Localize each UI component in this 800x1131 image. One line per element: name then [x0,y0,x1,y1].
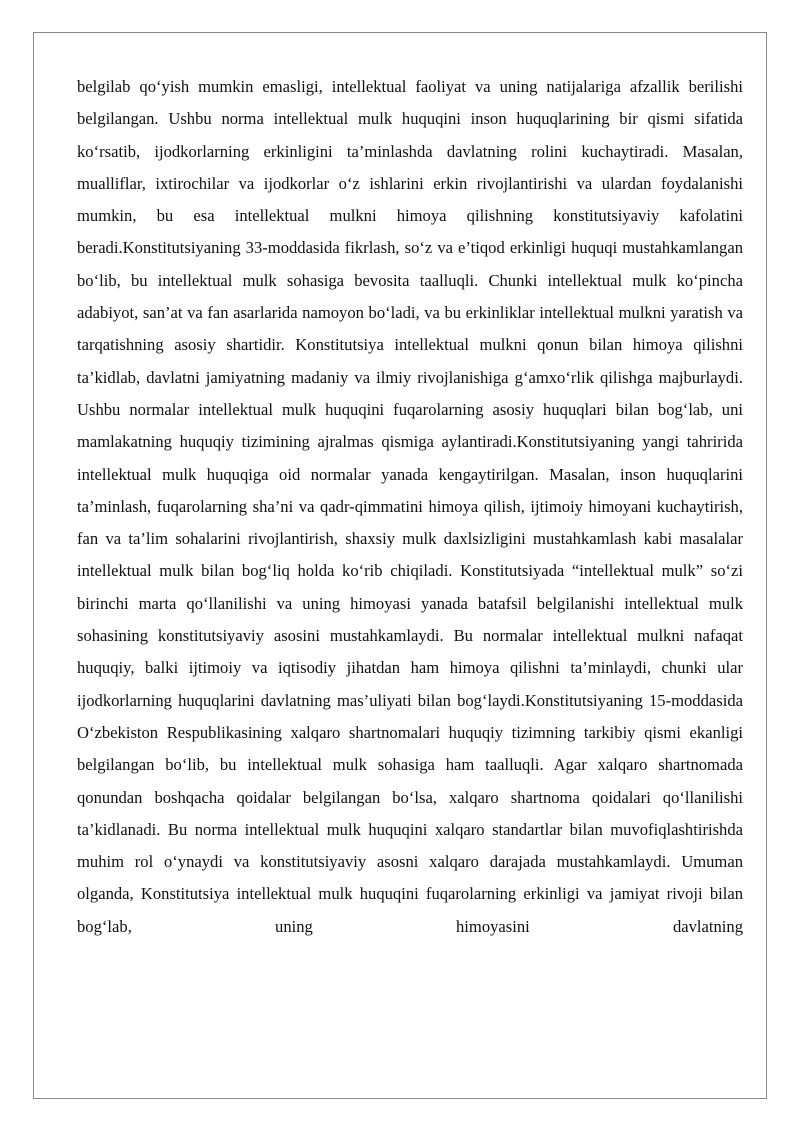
body-paragraph: belgilab qo‘yish mumkin emasligi, intellektual faoliyat va uning natijalariga afzallik berilishi belgilangan. Ushbu norma intellektual mulk huquqini inson huquqlarining bir qismi sifatida ko‘rsatib, ijodkorlarning erkinligini ta’minlashda davlatning rolini kuchaytiradi. Masalan, mualliflar, ixtirochilar va ijodkorlar o‘z ishlarini erkin rivojlantirishi va ulardan foydalanishi mumkin, bu esa intellektual mulkni himoya qilishning konstitutsiyaviy kafolatini beradi.Konstitutsiyaning 33-moddasida fikrlash, so‘z va e’tiqod erkinligi huquqi mustahkamlangan bo‘lib, bu intellektual mulk sohasiga bevosita taalluqli. Chunki intellektual mulk ko‘pincha adabiyot, san’at va fan asarlarida namoyon bo‘ladi, va bu erkinliklar intellektual mulkni yaratish va tarqatishning asosiy shartidir. Konstitutsiya intellektual mulkni qonun bilan himoya qilishni ta’kidlab, davlatni jamiyatning madaniy va ilmiy rivojlanishiga g‘amxo‘rlik qilishga majburlaydi. Ushbu normalar intellektual mulk huquqini fuqarolarning asosiy huquqlari bilan bog‘lab, uni mamlakatning huquqiy tizimining ajralmas qismiga aylantiradi.Konstitutsiyaning yangi tahririda intellektual mulk huquqiga oid normalar yanada kengaytirilgan. Masalan, inson huquqlarini ta’minlash, fuqarolarning sha’ni va qadr-qimmatini himoya qilish, ijtimoiy himoyani kuchaytirish, fan va ta’lim sohalarini rivojlantirish, shaxsiy mulk daxlsizligini mustahkamlash kabi masalalar intellektual mulk bilan bog‘liq holda ko‘rib chiqiladi. Konstitutsiyada “intellektual mulk” so‘zi birinchi marta qo‘llanilishi va uning himoyasi yanada batafsil belgilanishi intellektual mulk sohasining konstitutsiyaviy asosini mustahkamlaydi. Bu normalar intellektual mulkni nafaqat huquqiy, balki ijtimoiy va iqtisodiy jihatdan ham himoya qilishni ta’minlaydi, chunki ular ijodkorlarning huquqlarini davlatning mas’uliyati bilan bog‘laydi.Konstitutsiyaning 15-moddasida O‘zbekiston Respublikasining xalqaro shartnomalari huquqiy tizimning tarkibiy qismi ekanligi belgilangan bo‘lib, bu intellektual mulk sohasiga ham taalluqli. Agar xalqaro shartnomada qonundan boshqacha qoidalar belgilangan bo‘lsa, xalqaro shartnoma qoidalari qo‘llanilishi ta’kidlanadi. Bu norma intellektual mulk huquqini xalqaro standartlar bilan muvofiqlashtirishda muhim rol o‘ynaydi va konstitutsiyaviy asosni xalqaro darajada mustahkamlaydi. Umuman olganda, Konstitutsiya intellektual mulk huquqini fuqarolarning erkinligi va jamiyat rivoji bilan bog‘lab, uning himoyasini davlatning [77,77,743,936]
